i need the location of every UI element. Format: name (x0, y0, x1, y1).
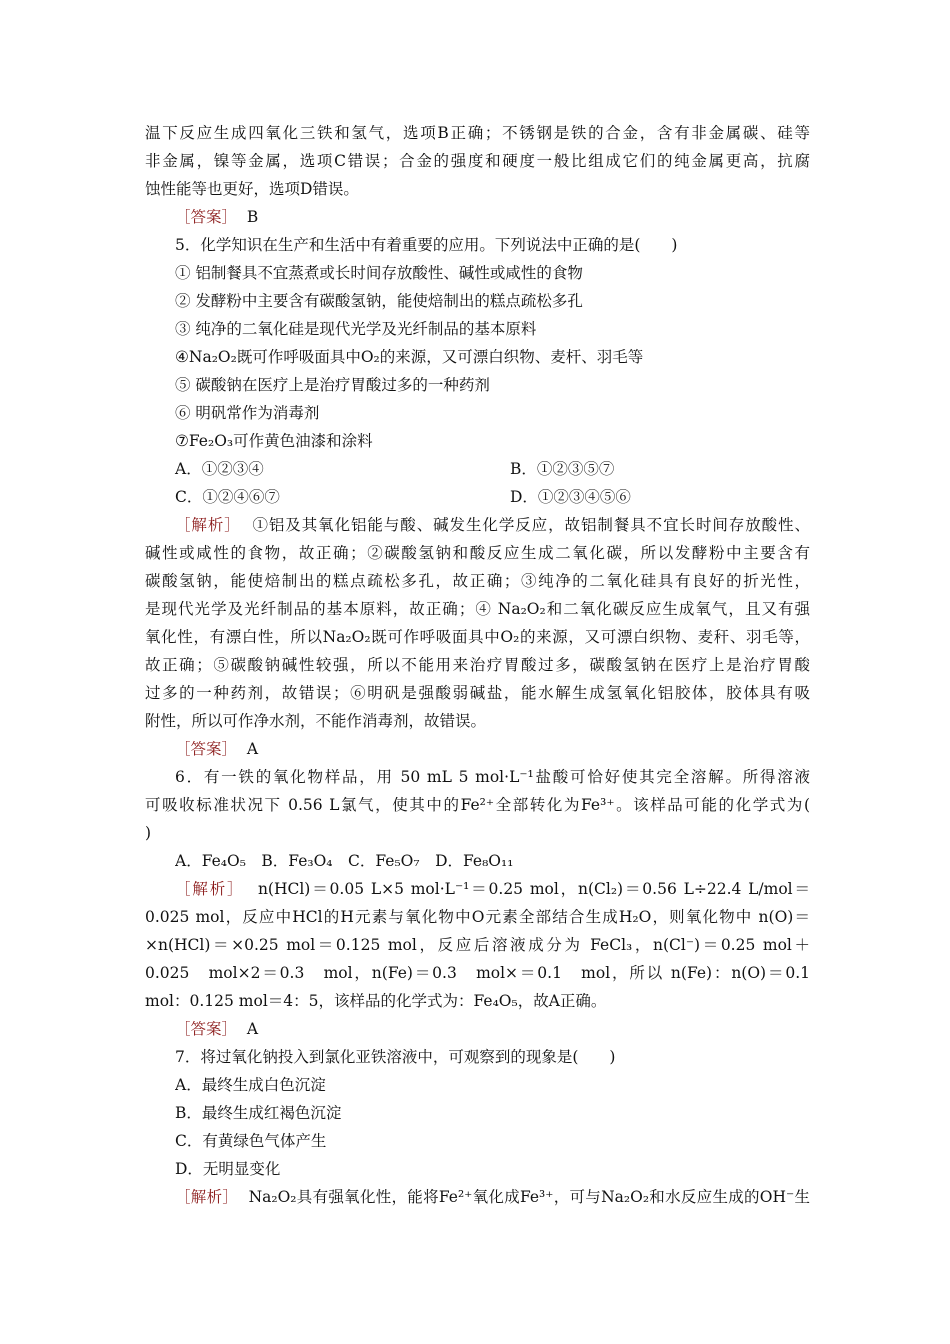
analysis-tag: ［解析］ (175, 880, 245, 898)
text-line: ×n(HCl)＝×0.25 mol＝0.125 mol，反应后溶液成分为 FeCl₃，n(Cl⁻)＝0.25 mol＋ (145, 936, 810, 954)
text-line: 可吸收标准状况下 0.56 L氯气，使其中的Fe²⁺全部转化为Fe³⁺。该样品可能的化学式为( (145, 796, 810, 814)
answer-value: B (246, 208, 259, 226)
question-5: 5．化学知识在生产和生活中有着重要的应用。下列说法中正确的是( ) (175, 236, 678, 254)
analysis-line (175, 875, 810, 903)
analysis-line (175, 1183, 810, 1211)
analysis-tag: ［解析］ (175, 516, 241, 534)
text-line: 故正确；⑤碳酸钠碱性较强，所以不能用来治疗胃酸过多，碳酸氢钠在医疗上是治疗胃酸 (145, 656, 810, 674)
option-c: C．①②④⑥⑦ (175, 488, 280, 506)
text-line: 0.025 mol，反应中HCl的H元素与氧化物中O元素全部结合生成H₂O，则氧化物中 n(O)＝ (145, 908, 810, 926)
analysis-text: Na₂O₂具有强氧化性，能将Fe²⁺氧化成Fe³⁺，可与Na₂O₂和水反应生成的OH⁻生 (248, 1188, 810, 1206)
question-6: 6．有一铁的氧化物样品，用 50 mL 5 mol·L⁻¹盐酸可恰好使其完全溶解。所得溶液 (175, 768, 810, 786)
option-a: A．①②③④ (175, 460, 264, 478)
text-line: 0.025 mol×2＝0.3 mol，n(Fe)＝0.3 mol×＝0.1 mol，所以 n(Fe)：n(O)＝0.1 (145, 964, 810, 982)
answer-line (175, 735, 810, 763)
analysis-text: n(HCl)＝0.05 L×5 mol·L⁻¹＝0.25 mol，n(Cl₂)＝0.56 L÷22.4 L/mol＝ (257, 880, 810, 898)
option-c: C．有黄绿色气体产生 (175, 1132, 327, 1150)
statement-2: ② 发酵粉中主要含有碳酸氢钠，能使焙制出的糕点疏松多孔 (175, 292, 583, 310)
statement-1: ① 铝制餐具不宜蒸煮或长时间存放酸性、碱性或咸性的食物 (175, 264, 583, 282)
text-line: 碱性或咸性的食物，故正确；②碳酸氢钠和酸反应生成二氧化碳，所以发酵粉中主要含有 (145, 544, 810, 562)
statement-3: ③ 纯净的二氧化硅是现代光学及光纤制品的基本原料 (175, 320, 537, 338)
text-line: ) (145, 824, 152, 842)
text-line: mol：0.125 mol＝4：5，该样品的化学式为：Fe₄O₅，故A正确。 (145, 992, 607, 1010)
answer-tag: ［答案］ (175, 1020, 238, 1038)
option-a: A．最终生成白色沉淀 (175, 1076, 326, 1094)
analysis-line (175, 511, 810, 539)
answer-tag: ［答案］ (175, 740, 238, 758)
analysis-tag: ［解析］ (175, 1188, 239, 1206)
option-b: B．①②③⑤⑦ (510, 460, 615, 478)
answer-line (175, 203, 810, 231)
option-b: B．最终生成红褐色沉淀 (175, 1104, 342, 1122)
text-line: 附性，所以可作净水剂，不能作消毒剂，故错误。 (145, 712, 487, 730)
option-d: D．①②③④⑤⑥ (510, 488, 631, 506)
text-line: 氧化性，有漂白性，所以Na₂O₂既可作呼吸面具中O₂的来源，又可漂白织物、麦秆、羽毛等， (145, 628, 810, 646)
analysis-text: ①铝及其氧化铝能与酸、碱发生化学反应，故铝制餐具不宜长时间存放酸性、 (252, 516, 810, 534)
statement-4: ④Na₂O₂既可作呼吸面具中O₂的来源，又可漂白织物、麦杆、羽毛等 (175, 348, 644, 366)
statement-5: ⑤ 碳酸钠在医疗上是治疗胃酸过多的一种药剂 (175, 376, 490, 394)
answer-value: A (246, 740, 259, 758)
text-line: 碳酸氢钠，能使焙制出的糕点疏松多孔，故正确；③纯净的二氧化硅具有良好的折光性， (145, 572, 810, 590)
options-6: A．Fe₄O₅ B．Fe₃O₄ C．Fe₅O₇ D．Fe₈O₁₁ (175, 852, 514, 870)
text-line: 过多的一种药剂，故错误；⑥明矾是强酸弱碱盐，能水解生成氢氧化铝胶体，胶体具有吸 (145, 684, 810, 702)
answer-value: A (246, 1020, 259, 1038)
text-line: 非金属，镍等金属，选项C错误；合金的强度和硬度一般比组成它们的纯金属更高，抗腐 (145, 152, 810, 170)
question-7: 7．将过氧化钠投入到氯化亚铁溶液中，可观察到的现象是( ) (175, 1048, 616, 1066)
text-line: 温下反应生成四氧化三铁和氢气，选项B正确；不锈钢是铁的合金，含有非金属碳、硅等 (145, 124, 810, 142)
answer-tag: ［答案］ (175, 208, 238, 226)
statement-6: ⑥ 明矾常作为消毒剂 (175, 404, 320, 422)
option-d: D．无明显变化 (175, 1160, 281, 1178)
statement-7: ⑦Fe₂O₃可作黄色油漆和涂料 (175, 432, 373, 450)
text-line: 是现代光学及光纤制品的基本原料，故正确；④ Na₂O₂和二氧化碳反应生成氧气，且又有强 (145, 600, 810, 618)
text-line: 蚀性能等也更好，选项D错误。 (145, 180, 359, 198)
answer-line (175, 1015, 810, 1043)
